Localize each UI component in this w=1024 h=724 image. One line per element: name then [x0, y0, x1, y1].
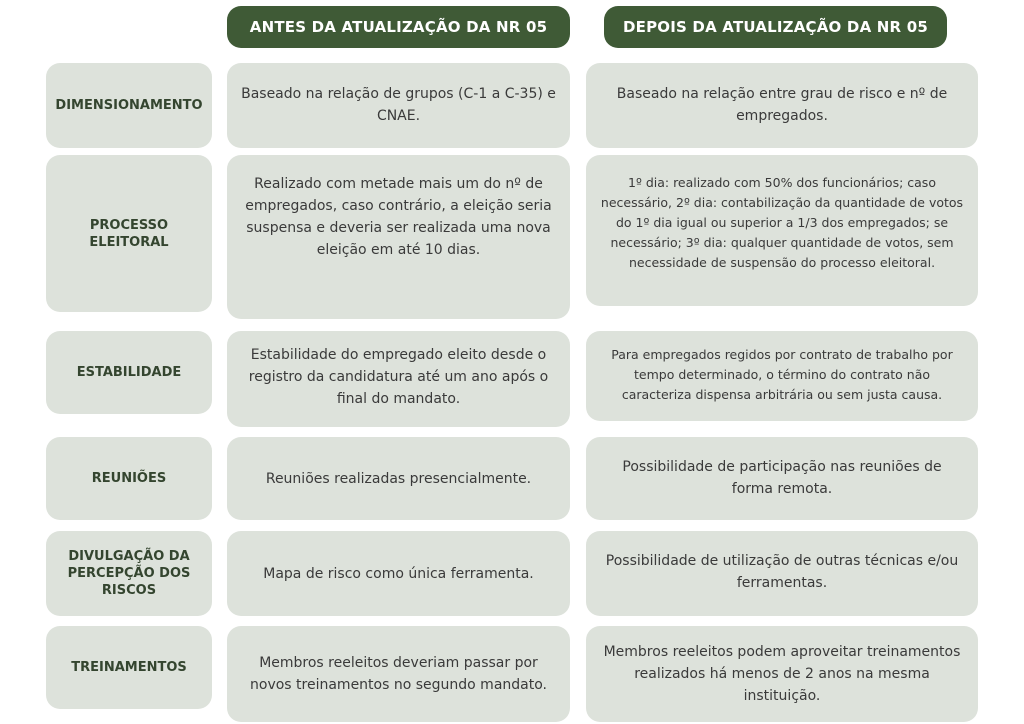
after-reunioes: Possibilidade de participação nas reuniões de forma remota. [586, 437, 978, 520]
after-treinamentos: Membros reeleitos podem aproveitar treinamentos realizados há menos de 2 anos na mesma instituição. [586, 626, 978, 722]
after-processo-eleitoral: 1º dia: realizado com 50% dos funcionários; caso necessário, 2º dia: contabilização da quantidade de votos do 1º dia igual ou superior a 1/3 dos empregados; se necessário; 3º dia: qualquer quantidade de votos, sem necessidade de suspensão do processo eleitoral. [586, 155, 978, 306]
after-dimensionamento: Baseado na relação entre grau de risco e nº de empregados. [586, 63, 978, 148]
after-estabilidade: Para empregados regidos por contrato de trabalho por tempo determinado, o término do contrato não caracteriza dispensa arbitrária ou sem justa causa. [586, 331, 978, 421]
row-label-divulgacao: DIVULGAÇÃO DA PERCEPÇÃO DOS RISCOS [46, 531, 212, 616]
before-dimensionamento: Baseado na relação de grupos (C-1 a C-35) e CNAE. [227, 63, 570, 148]
header-after: DEPOIS DA ATUALIZAÇÃO DA NR 05 [604, 6, 947, 48]
row-label-estabilidade: ESTABILIDADE [46, 331, 212, 414]
before-processo-eleitoral: Realizado com metade mais um do nº de empregados, caso contrário, a eleição seria suspensa e deveria ser realizada uma nova eleição em até 10 dias. [227, 155, 570, 319]
before-reunioes: Reuniões realizadas presencialmente. [227, 437, 570, 520]
before-divulgacao: Mapa de risco como única ferramenta. [227, 531, 570, 616]
after-divulgacao: Possibilidade de utilização de outras técnicas e/ou ferramentas. [586, 531, 978, 616]
row-label-treinamentos: TREINAMENTOS [46, 626, 212, 709]
row-label-reunioes: REUNIÕES [46, 437, 212, 520]
row-label-processo-eleitoral: PROCESSO ELEITORAL [46, 155, 212, 312]
row-label-dimensionamento: DIMENSIONAMENTO [46, 63, 212, 148]
before-treinamentos: Membros reeleitos deveriam passar por novos treinamentos no segundo mandato. [227, 626, 570, 722]
before-estabilidade: Estabilidade do empregado eleito desde o registro da candidatura até um ano após o final do mandato. [227, 331, 570, 427]
header-before: ANTES DA ATUALIZAÇÃO DA NR 05 [227, 6, 570, 48]
